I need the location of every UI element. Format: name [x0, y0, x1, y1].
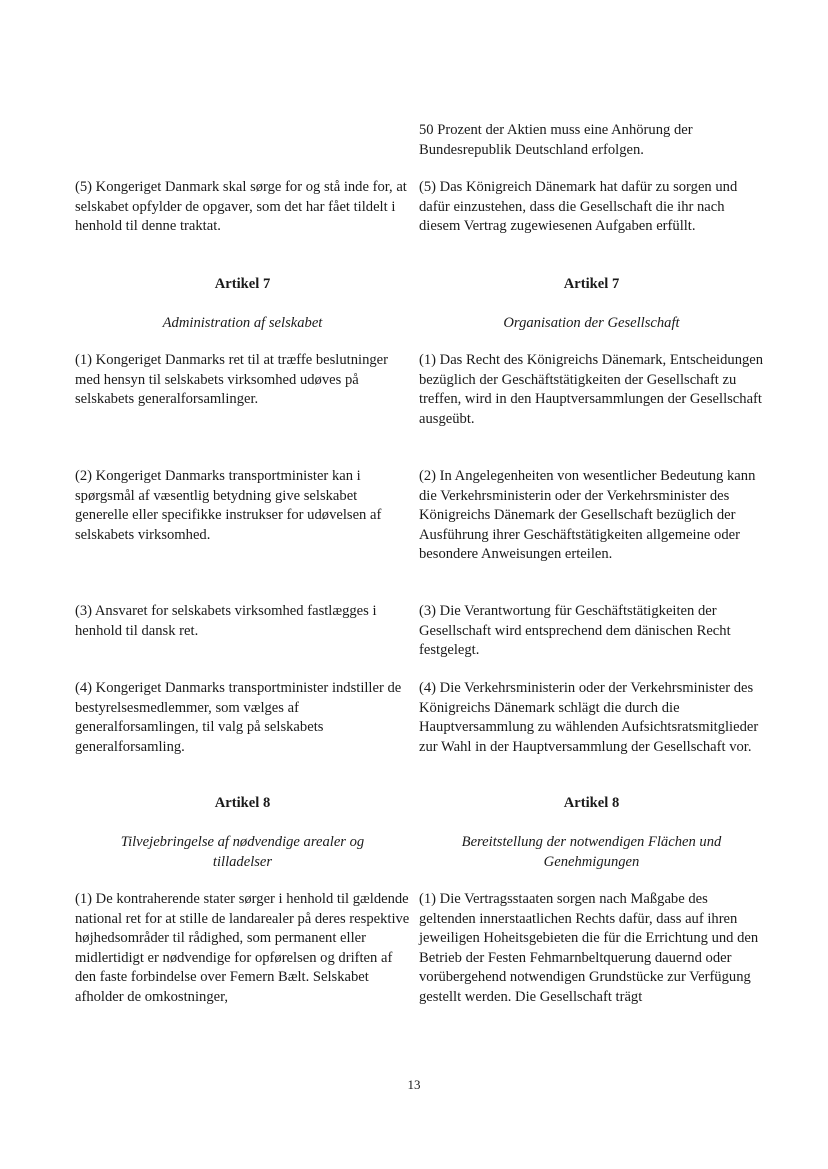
left-art8-heading: Artikel 8	[214, 795, 271, 811]
right-art8-heading: Artikel 8	[563, 795, 620, 811]
right-carryover-text: 50 Prozent der Aktien muss eine Anhörung der Bundesrepublik Deutschland erfolgen.	[419, 122, 693, 158]
left-art8-para-1: (1) De kontraherende stater sørger i henhold til gældende national ret for at stille de landarealer på deres respektive højhedsområder til rådighed, som permanent eller midlertidigt er nødvendige for opførelsen og driften af den faste forbindelse over Femern Bælt. Selskabet afholder de omkostninger,	[75, 891, 410, 1005]
left-art7-para-4: (4) Kongeriget Danmarks transportminister indstiller de bestyrelsesmedlemmer, som vælges af generalforsamlingen, til valg på selskabets generalforsamling.	[75, 680, 402, 755]
right-art7-para-4: (4) Die Verkehrsministerin oder der Verkehrsminister des Königreichs Dänemark schlägt die durch die Hauptversammlung zu wählenden Aufsichtsratsmitglieder zur Wahl in der Hauptversammlung der Gesellschaft vor.	[419, 680, 759, 755]
right-art7-para-3: (3) Die Verantwortung für Geschäftstätigkeiten der Gesellschaft wird entsprechend dem dänischen Recht festgelegt.	[419, 603, 731, 659]
left-art7-title: Administration af selskabet	[162, 315, 323, 331]
left-art7-heading: Artikel 7	[214, 276, 271, 292]
right-art7-para-1: (1) Das Recht des Königreichs Dänemark, Entscheidungen bezüglich der Geschäftstätigkeiten der Gesellschaft zu treffen, wird in den Hauptversammlungen der Gesellschaft ausgeübt.	[419, 352, 764, 427]
right-art7-heading: Artikel 7	[563, 276, 620, 292]
left-art7-para-3: (3) Ansvaret for selskabets virksomhed fastlægges i henhold til dansk ret.	[75, 603, 377, 639]
right-art8-title: Bereitstellung der notwendigen Flächen und Genehmigungen	[461, 834, 722, 870]
right-art7-title: Organisation der Gesellschaft	[503, 315, 680, 331]
right-art6-para-5: (5) Das Königreich Dänemark hat dafür zu sorgen und dafür einzustehen, dass die Gesellschaft die ihr nach diesem Vertrag zugewiesenen Aufgaben erfüllt.	[419, 179, 738, 235]
left-art7-para-1: (1) Kongeriget Danmarks ret til at træffe beslutninger med hensyn til selskabets virksomhed udøves på selskabets generalforsamlinger.	[75, 352, 388, 408]
page-number: 13	[407, 1077, 421, 1092]
left-art6-para-5: (5) Kongeriget Danmark skal sørge for og stå inde for, at selskabet opfylder de opgaver, som det har fået tildelt i henhold til denne traktat.	[75, 179, 407, 235]
left-art8-title: Tilvejebringelse af nødvendige arealer og tilladelser	[120, 834, 365, 870]
right-art8-para-1: (1) Die Vertragsstaaten sorgen nach Maßgabe des geltenden innerstaatlichen Rechts dafür, dass auf ihren jeweiligen Hoheitsgebieten die für die Errichtung und den Betrieb der Festen Fehmarnbeltquerung dauernd oder vorübergehend notwendigen Grundstücke zur Verfügung gestellt werden. Die Gesellschaft trägt	[419, 891, 759, 1005]
right-art7-para-2: (2) In Angelegenheiten von wesentlicher Bedeutung kann die Verkehrsministerin oder der Verkehrsminister des Königreichs Dänemark der Gesellschaft bezüglich der Ausführung ihrer Geschäftstätigkeiten allgemeine oder besondere Anweisungen erteilen.	[419, 468, 756, 563]
left-art7-para-2: (2) Kongeriget Danmarks transportminister kan i spørgsmål af væsentlig betydning give selskabet generelle eller specifikke instrukser for udøvelsen af selskabets virksomhed.	[75, 468, 382, 543]
